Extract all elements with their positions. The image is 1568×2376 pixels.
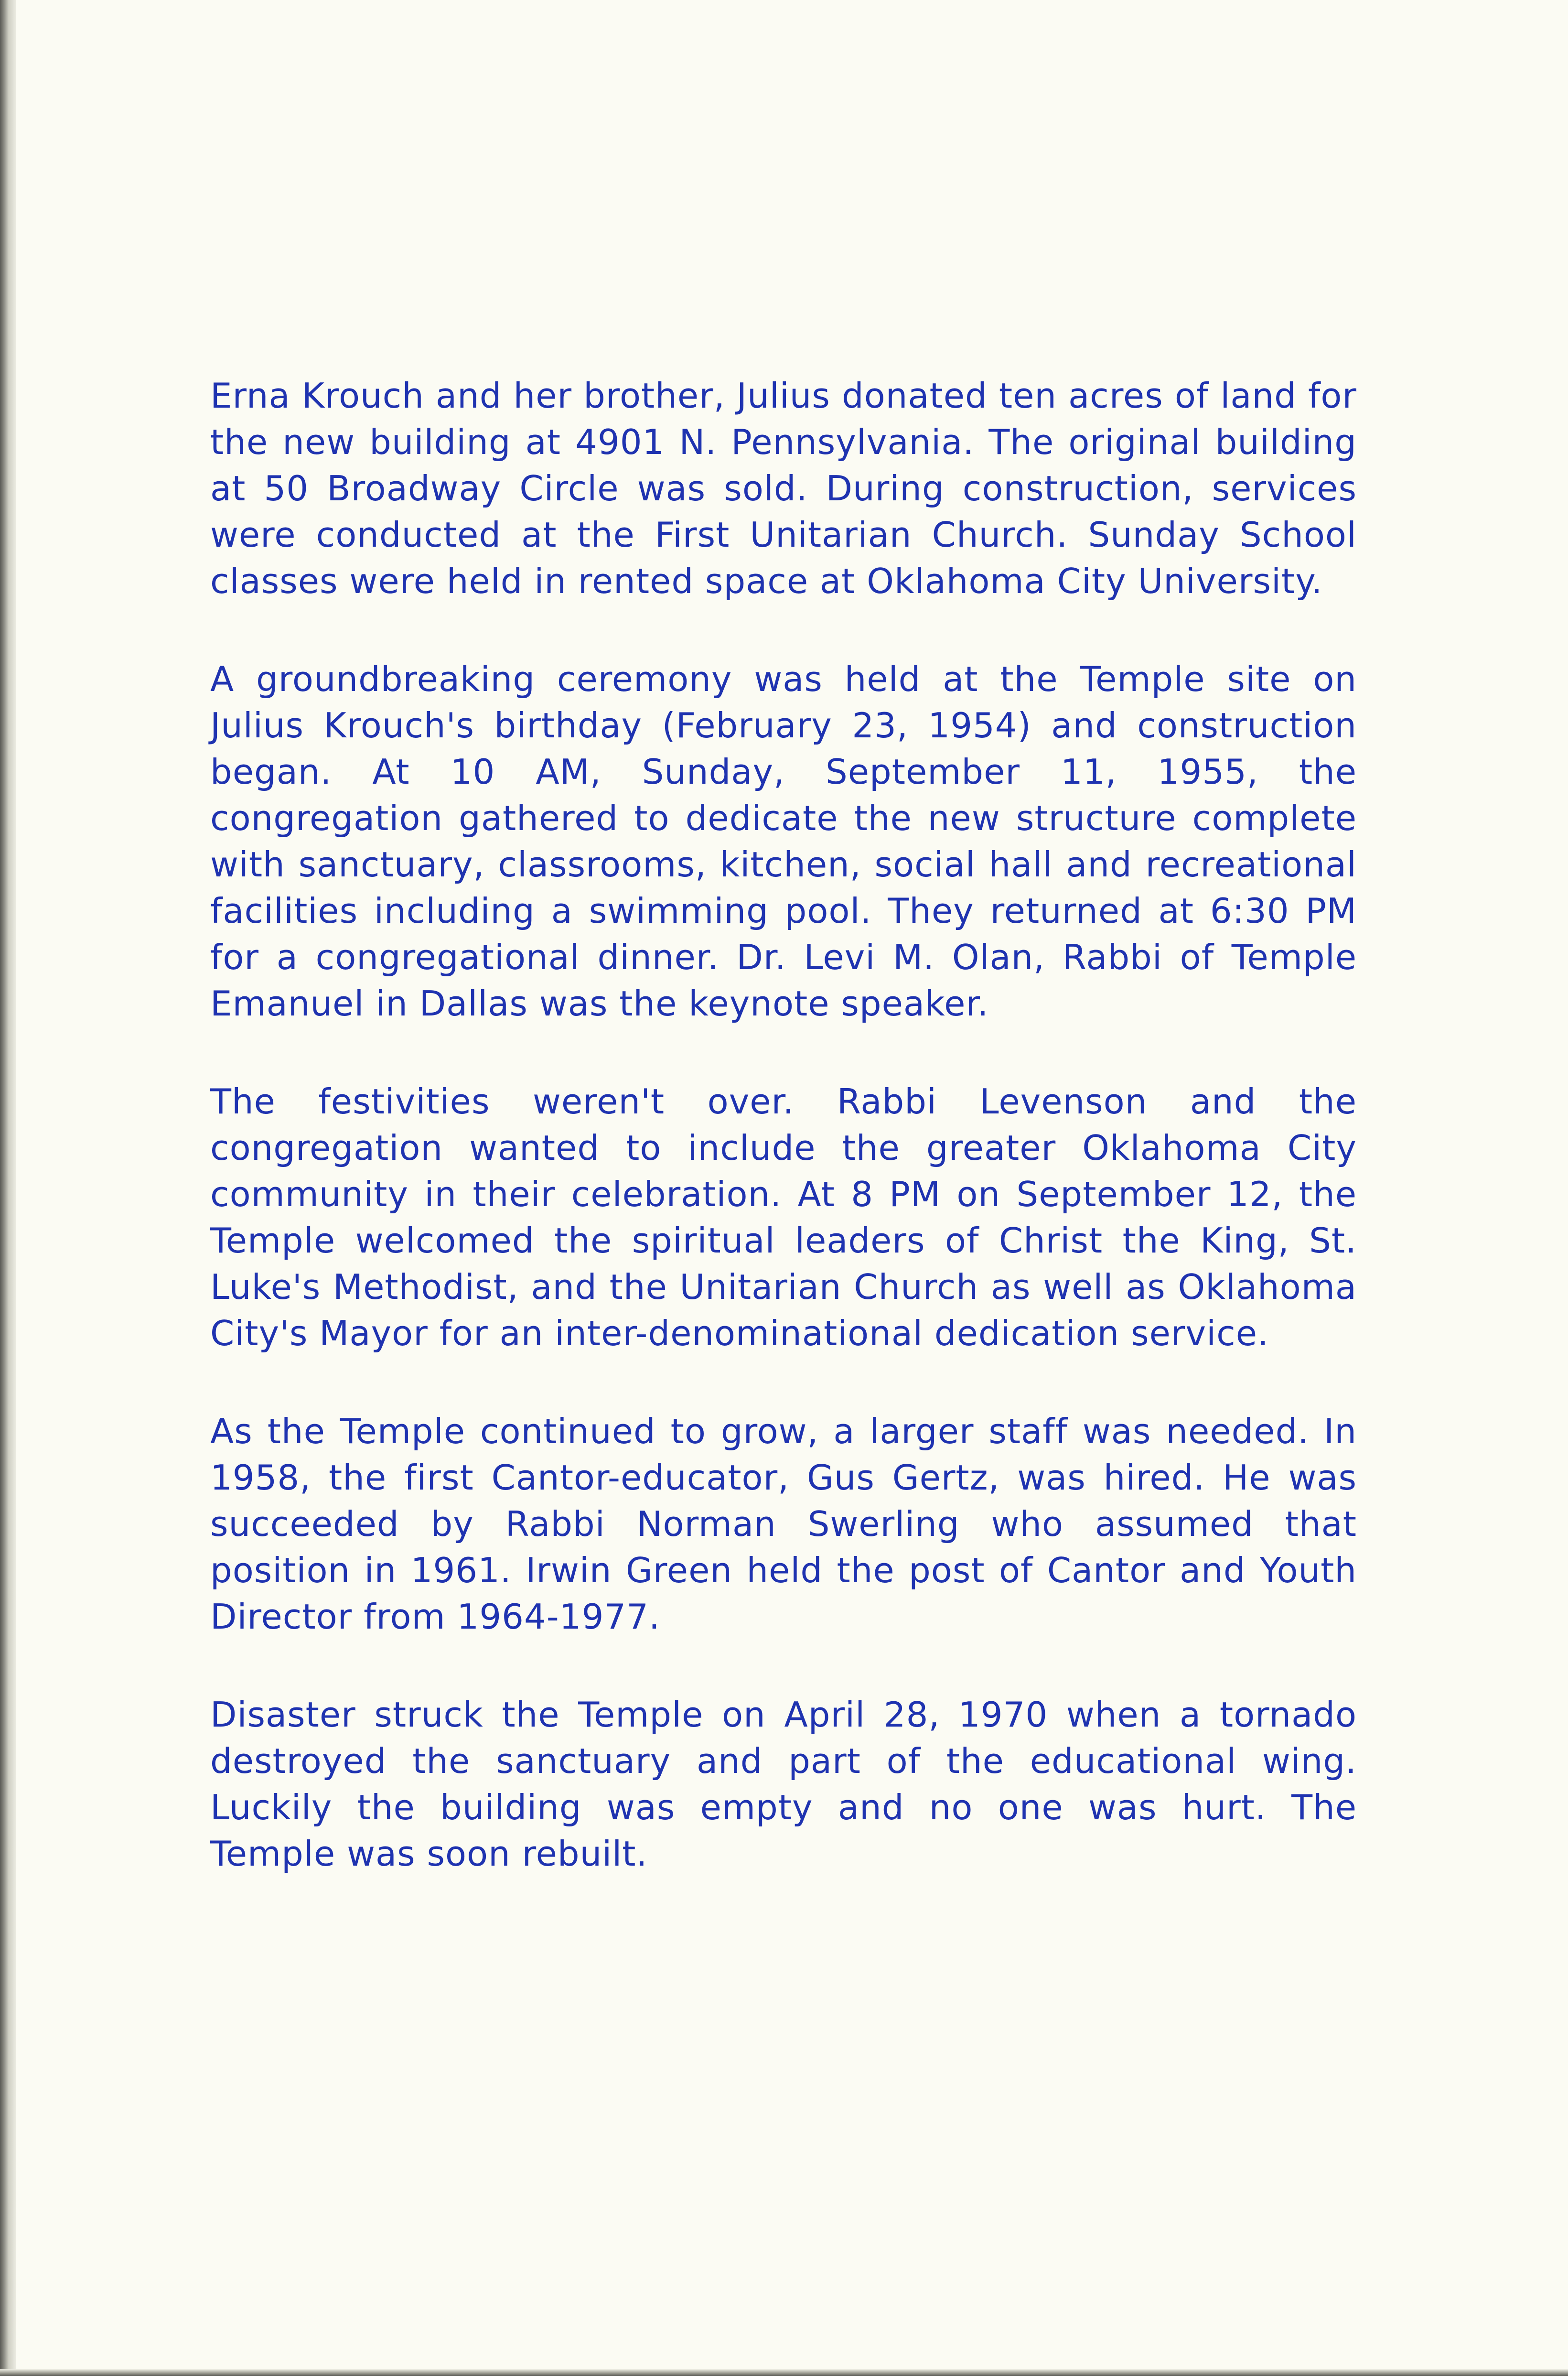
paragraph-tornado: Disaster struck the Temple on April 28, 1970 when a tornado destroyed the sanctuary and part of the educational wing. Luckily the building was empty and no one was hurt. The Temple was soon rebuilt. xyxy=(210,1695,1357,1874)
page-bottom-edge xyxy=(0,2369,1568,2376)
paragraph-staff-growth: As the Temple continued to grow, a larger staff was needed. In 1958, the first Cantor-educator, Gus Gertz, was hired. He was succeeded by Rabbi Norman Swerling who assumed that position in 1961. Irwin Green held the post of Cantor and Youth Director from 1964-1977. xyxy=(210,1411,1357,1637)
page-left-edge xyxy=(0,0,16,2376)
body-text xyxy=(210,373,1357,1929)
paragraph-land-donation: Erna Krouch and her brother, Julius donated ten acres of land for the new building at 4901 N. Pennsylvania. The original building at 50 Broadway Circle was sold. During construction, services were conducted at the First Unitarian Church. Sunday School classes were held in rented space at Oklahoma City University. xyxy=(210,376,1357,601)
paragraph-groundbreaking: A groundbreaking ceremony was held at the Temple site on Julius Krouch's birthday (February 23, 1954) and construction began. At 10 AM, Sunday, September 11, 1955, the congregation gathered to dedicate the new structure complete with sanctuary, classrooms, kitchen, social hall and recreational facilities including a swimming pool. They returned at 6:30 PM for a congregational dinner. Dr. Levi M. Olan, Rabbi of Temple Emanuel in Dallas was the keynote speaker. xyxy=(210,659,1357,1024)
paragraph-festivities: The festivities weren't over. Rabbi Levenson and the congregation wanted to include the greater Oklahoma City community in their celebration. At 8 PM on September 12, the Temple welcomed the spiritual leaders of Christ the King, St. Luke's Methodist, and the Unitarian Church as well as Oklahoma City's Mayor for an inter-denominational dedication service. xyxy=(210,1081,1357,1353)
